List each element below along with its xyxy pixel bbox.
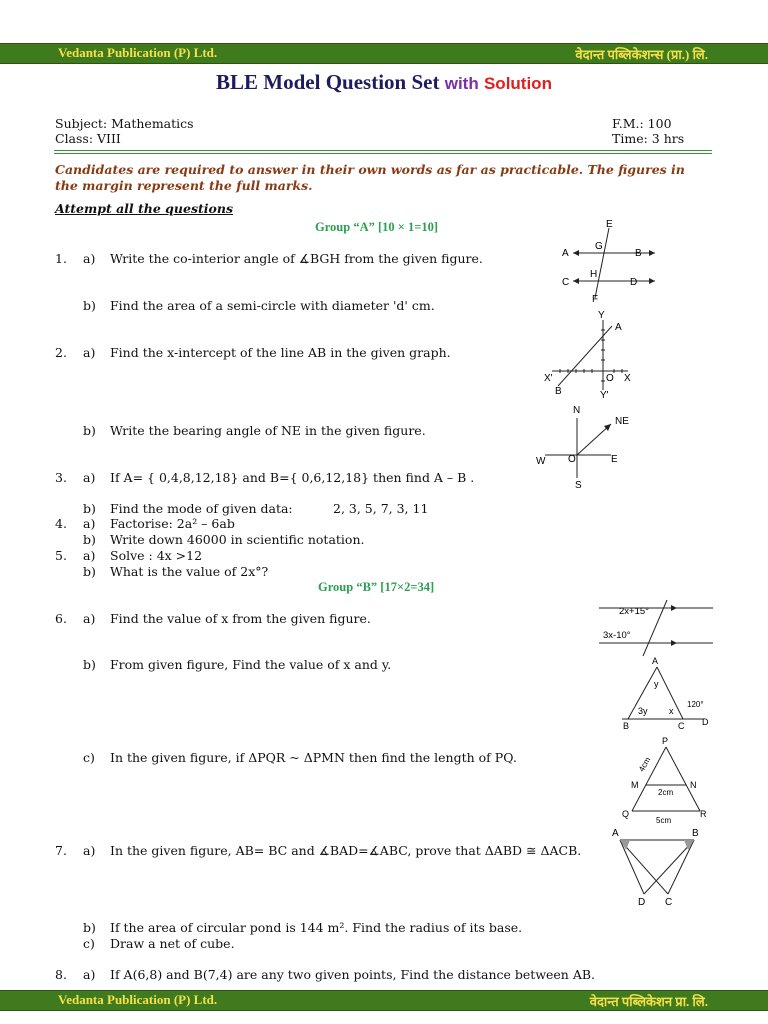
label-M: M: [631, 780, 639, 790]
divider: [54, 150, 712, 151]
question-number: 3.: [55, 470, 67, 485]
label-H: H: [590, 269, 598, 280]
label-D: D: [702, 717, 709, 727]
question-text: Write down 46000 in scientific notation.: [110, 532, 365, 547]
label-S: S: [575, 480, 582, 491]
label-5cm: 5cm: [656, 816, 672, 825]
part-label: a): [83, 345, 96, 360]
question-number: 2.: [55, 345, 67, 360]
part-label: a): [83, 251, 96, 266]
label-angle-bottom: 3x-10°: [603, 630, 631, 641]
figure-graph: [540, 308, 640, 400]
title-with: with: [444, 74, 479, 93]
question-text: What is the value of 2x°?: [110, 564, 269, 579]
label-x: x: [669, 706, 674, 716]
attempt-heading: Attempt all the questions: [55, 201, 233, 216]
label-E: E: [611, 454, 618, 465]
part-label: a): [83, 470, 96, 485]
figure-parallel-lines: [555, 218, 665, 304]
label-y: y: [654, 679, 659, 689]
question-number: 5.: [55, 548, 67, 563]
label-O: O: [568, 454, 576, 465]
label-A: A: [612, 828, 619, 839]
part-label: b): [83, 423, 96, 438]
question-text: Solve : 4x >12: [110, 548, 203, 563]
question-text: If A(6,8) and B(7,4) are any two given points, Find the distance between AB.: [110, 967, 596, 982]
part-label: b): [83, 564, 96, 579]
label-P: P: [662, 736, 669, 746]
label-B: B: [692, 828, 699, 839]
question-text: In the given figure, AB= BC and ∡BAD=∡ABC, prove that ΔABD ≅ ΔACB.: [110, 843, 582, 858]
label-C: C: [678, 721, 685, 731]
footer-publisher-name-nepali: वेदान्त पब्लिकेशन प्रा. लि.: [589, 994, 708, 1009]
part-label: a): [83, 967, 96, 982]
footer-bar: [0, 990, 768, 1011]
question-text: Factorise: 2a² – 6ab: [110, 516, 235, 531]
question-text: Write the bearing angle of NE in the given figure.: [110, 423, 426, 438]
instructions: Candidates are required to answer in their own words as far as practicable. The figures in the margin represent the full marks.: [55, 162, 685, 193]
question-text: Find the area of a semi-circle with diameter 'd' cm.: [110, 298, 435, 313]
question-number: 4.: [55, 516, 67, 531]
full-marks-label: F.M.: 100: [612, 116, 672, 131]
question-text: Find the x-intercept of the line AB in the given graph.: [110, 345, 451, 360]
label-120: 120°: [687, 700, 704, 709]
publisher-name: Vedanta Publication (P) Ltd.: [58, 45, 218, 60]
label-R: R: [700, 809, 707, 819]
part-label: c): [83, 750, 95, 765]
label-Q: Q: [622, 809, 630, 819]
label-F: F: [592, 294, 599, 304]
question-text: Find the mode of given data:: [110, 501, 293, 516]
label-G: G: [595, 241, 603, 252]
label-C: C: [562, 277, 570, 288]
label-W: W: [536, 456, 546, 467]
question-text: Write the co-interior angle of ∡BGH from the given figure.: [110, 251, 483, 266]
question-number: 1.: [55, 251, 67, 266]
group-b-heading: Group “B” [17×2=34]: [318, 580, 435, 594]
label-N: N: [573, 405, 581, 416]
label-Y: Y: [598, 310, 605, 321]
label-3y: 3y: [638, 706, 648, 716]
title-solution: Solution: [483, 74, 552, 93]
question-text: If the area of circular pond is 144 m². Find the radius of its base.: [110, 920, 523, 935]
part-label: a): [83, 516, 96, 531]
group-a-heading: Group “A” [10 × 1=10]: [315, 220, 439, 234]
part-label: b): [83, 532, 96, 547]
header-bar: [0, 43, 768, 64]
label-X: X: [624, 373, 631, 384]
part-label: c): [83, 936, 95, 951]
label-B: B: [635, 248, 642, 259]
mode-data: 2, 3, 5, 7, 3, 11: [333, 501, 429, 516]
title-main: BLE Model Question Set: [216, 70, 440, 94]
time-label: Time: 3 hrs: [612, 131, 685, 146]
label-B: B: [555, 386, 562, 397]
part-label: b): [83, 298, 96, 313]
label-O: O: [606, 373, 614, 384]
label-X-prime: X': [544, 373, 553, 384]
question-text: Find the value of x from the given figure.: [110, 611, 371, 626]
label-N: N: [690, 780, 697, 790]
part-label: b): [83, 657, 96, 672]
label-D: D: [638, 897, 646, 908]
question-text: Draw a net of cube.: [110, 936, 235, 951]
part-label: b): [83, 501, 96, 516]
subject-label: Subject: Mathematics: [55, 116, 194, 131]
footer-publisher-name: Vedanta Publication (P) Ltd.: [58, 992, 218, 1007]
page-title: [0, 70, 768, 95]
label-B: B: [623, 721, 630, 731]
label-E: E: [606, 219, 613, 230]
label-Y-prime: Y': [600, 390, 609, 400]
label-A: A: [562, 248, 569, 259]
label-NE: NE: [615, 416, 629, 427]
label-4cm: 4cm: [636, 755, 653, 774]
divider: [54, 153, 712, 154]
figure-congruent-triangles: [606, 826, 710, 908]
label-angle-top: 2x+15°: [619, 606, 649, 617]
question-number: 7.: [55, 843, 67, 858]
part-label: b): [83, 920, 96, 935]
label-A: A: [652, 656, 659, 666]
figure-parallel-angles: [595, 598, 715, 658]
figure-triangle-abc: [618, 652, 718, 732]
publisher-name-nepali: वेदान्त पब्लिकेशन्स (प्रा.) लि.: [575, 47, 708, 62]
label-2cm: 2cm: [658, 788, 674, 797]
label-D: D: [630, 277, 638, 288]
part-label: a): [83, 611, 96, 626]
question-number: 8.: [55, 967, 67, 982]
question-number: 6.: [55, 611, 67, 626]
question-text: From given figure, Find the value of x and y.: [110, 657, 392, 672]
figure-similar-triangles: [616, 735, 716, 827]
figure-compass: [533, 400, 643, 492]
class-label: Class: VIII: [55, 131, 121, 146]
part-label: a): [83, 843, 96, 858]
part-label: a): [83, 548, 96, 563]
question-text: In the given figure, if ΔPQR ~ ΔPMN then find the length of PQ.: [110, 750, 517, 765]
label-A: A: [615, 322, 622, 333]
label-C: C: [665, 897, 673, 908]
question-text: If A= { 0,4,8,12,18} and B={ 0,6,12,18} then find A – B .: [110, 470, 475, 485]
